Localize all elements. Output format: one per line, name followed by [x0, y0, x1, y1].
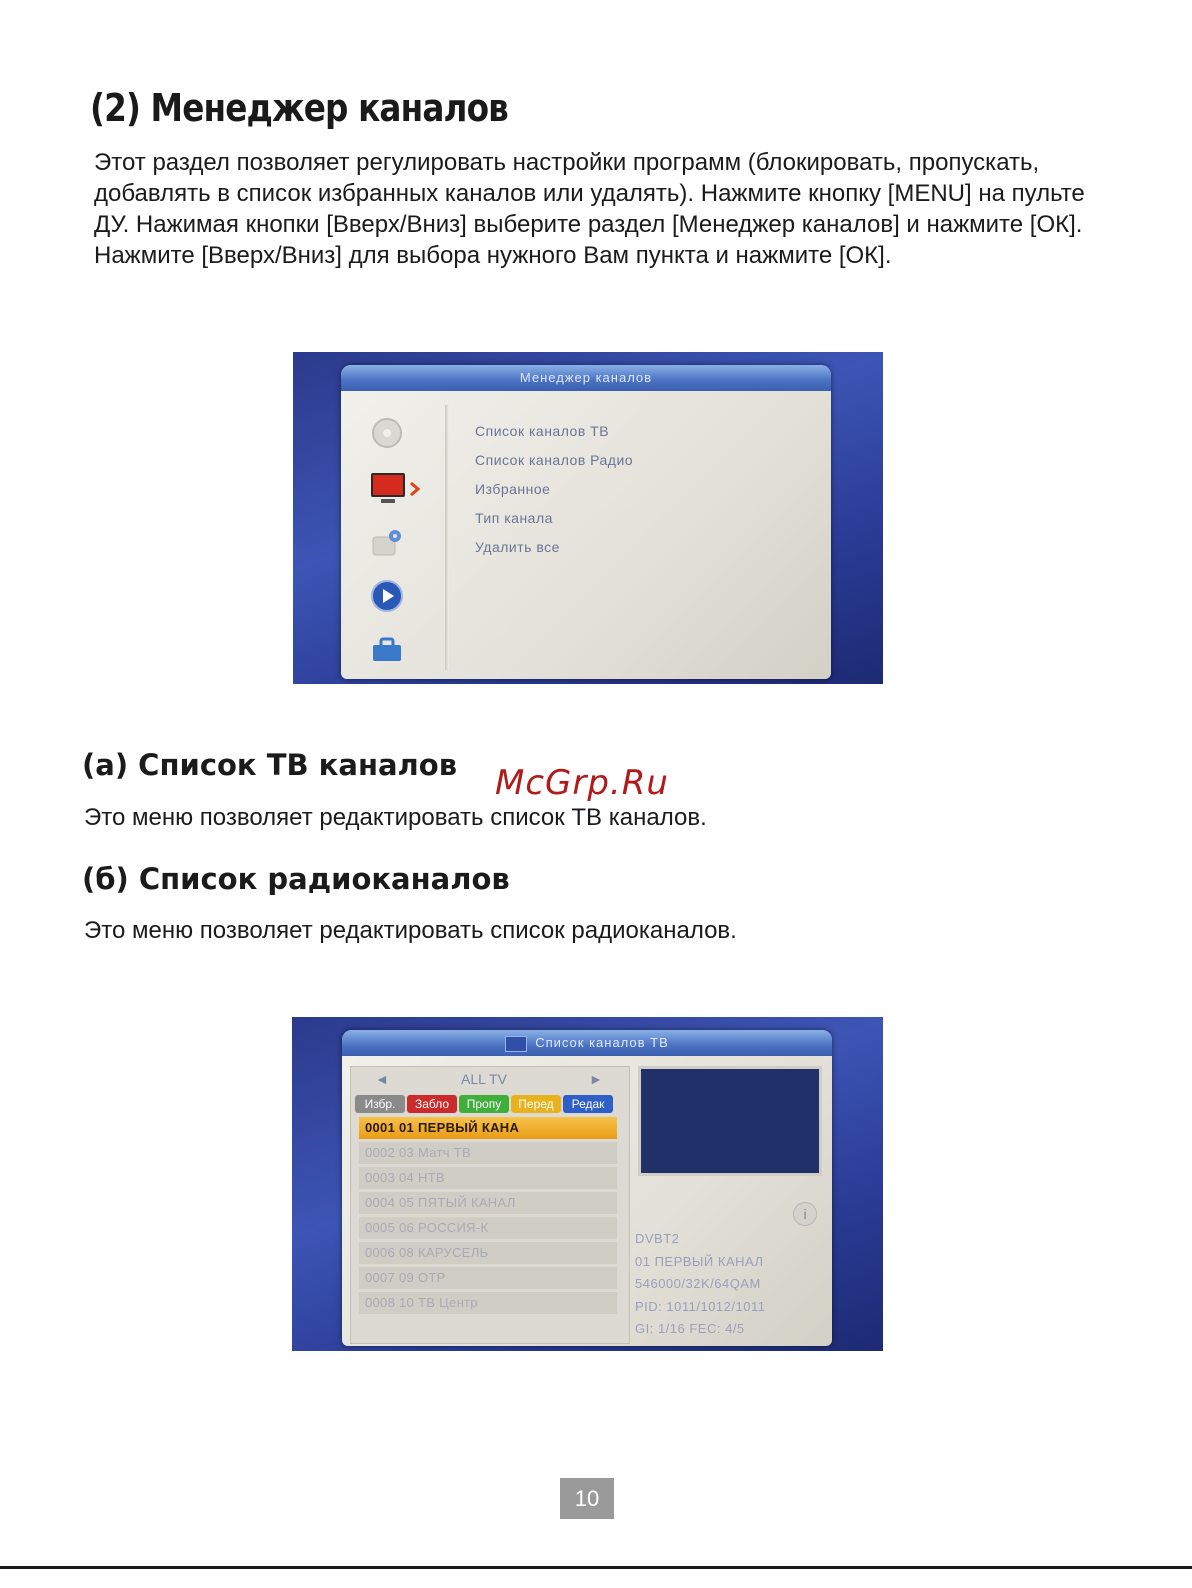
section-title: (2) Менеджер каналов [90, 86, 509, 130]
subsection-a-heading: (а) Список ТВ каналов [82, 748, 458, 782]
panel-header: Менеджер каналов [341, 365, 831, 391]
edit-button[interactable]: Редак [563, 1095, 613, 1113]
lock-button[interactable]: Забло [407, 1095, 457, 1113]
play-icon [369, 578, 405, 614]
group-name: ALL TV [461, 1071, 507, 1087]
channel-manager-panel [341, 365, 831, 679]
menu-divider [445, 405, 449, 670]
channel-row[interactable]: 0008 10 ТВ Центр [359, 1292, 617, 1314]
panel-title: Список каналов ТВ [535, 1035, 669, 1050]
menu-item-channel-type[interactable]: Тип канала [475, 510, 553, 526]
info-standard: DVBT2 [635, 1231, 680, 1246]
toolbox-icon [369, 631, 405, 667]
info-icon: i [793, 1202, 817, 1226]
menu-item-favorites[interactable]: Избранное [475, 481, 551, 497]
tv-list-icon [505, 1036, 527, 1052]
video-preview [638, 1066, 822, 1176]
intro-paragraph: Этот раздел позволяет регулировать настройки программ (блокировать, пропускать, добавлять в список избранных каналов или удалять). Нажмите кнопку [MENU] на пульте ДУ. Нажимая кнопки [Вверх/Вниз] выберите раздел [Менеджер каналов] и нажмите [ОК]. Нажмите [Вверх/Вниз] для выбора нужного Вам пункта и нажмите [ОК]. [94, 149, 1085, 269]
tv-icon[interactable] [369, 471, 423, 507]
channel-row[interactable]: 0004 05 ПЯТЫЙ КАНАЛ [359, 1192, 617, 1214]
channel-row[interactable]: 0005 06 РОССИЯ-К [359, 1217, 617, 1239]
move-button[interactable]: Перед [511, 1095, 561, 1113]
skip-button[interactable]: Пропу [459, 1095, 509, 1113]
favorite-button[interactable]: Избр. [355, 1095, 405, 1113]
channel-row[interactable]: 0007 09 ОТР [359, 1267, 617, 1289]
gear-icon [369, 525, 405, 561]
bottom-rule [0, 1566, 1192, 1569]
subsection-a-text: Это меню позволяет редактировать список ТВ каналов. [84, 804, 707, 831]
menu-item-tv-list[interactable]: Список каналов ТВ [475, 423, 610, 439]
info-gi-fec: GI: 1/16 FEC: 4/5 [635, 1321, 745, 1336]
tv-channel-list-panel [342, 1030, 832, 1346]
info-frequency: 546000/32K/64QAM [635, 1276, 761, 1291]
channel-row[interactable]: 0002 03 Матч ТВ [359, 1142, 617, 1164]
menu-item-delete-all[interactable]: Удалить все [475, 539, 560, 555]
disc-icon [369, 415, 405, 451]
subsection-b-heading: (б) Список радиоканалов [82, 862, 510, 896]
left-arrow-icon[interactable]: ◄ [375, 1071, 389, 1087]
info-pid: PID: 1011/1012/1011 [635, 1298, 766, 1314]
menu-item-radio-list[interactable]: Список каналов Радио [475, 452, 634, 468]
page-number: 10 [560, 1478, 614, 1519]
watermark: McGrp.Ru [495, 763, 669, 803]
tv-channel-list-screenshot [292, 1017, 883, 1351]
channel-info [635, 1228, 765, 1341]
channel-manager-menu [475, 417, 633, 562]
channel-row[interactable]: 0003 04 НТВ [359, 1167, 617, 1189]
group-selector[interactable] [351, 1069, 629, 1091]
panel-header [342, 1030, 832, 1056]
channel-manager-screenshot [293, 352, 883, 684]
channel-row[interactable]: 0001 01 ПЕРВЫЙ КАНА [359, 1117, 617, 1139]
info-channel-name: 01 ПЕРВЫЙ КАНАЛ [635, 1253, 764, 1269]
right-arrow-icon[interactable]: ► [589, 1071, 603, 1087]
subsection-b-text: Это меню позволяет редактировать список радиоканалов. [84, 917, 737, 944]
channel-row[interactable]: 0006 08 КАРУСЕЛЬ [359, 1242, 617, 1264]
channel-list [350, 1066, 630, 1344]
